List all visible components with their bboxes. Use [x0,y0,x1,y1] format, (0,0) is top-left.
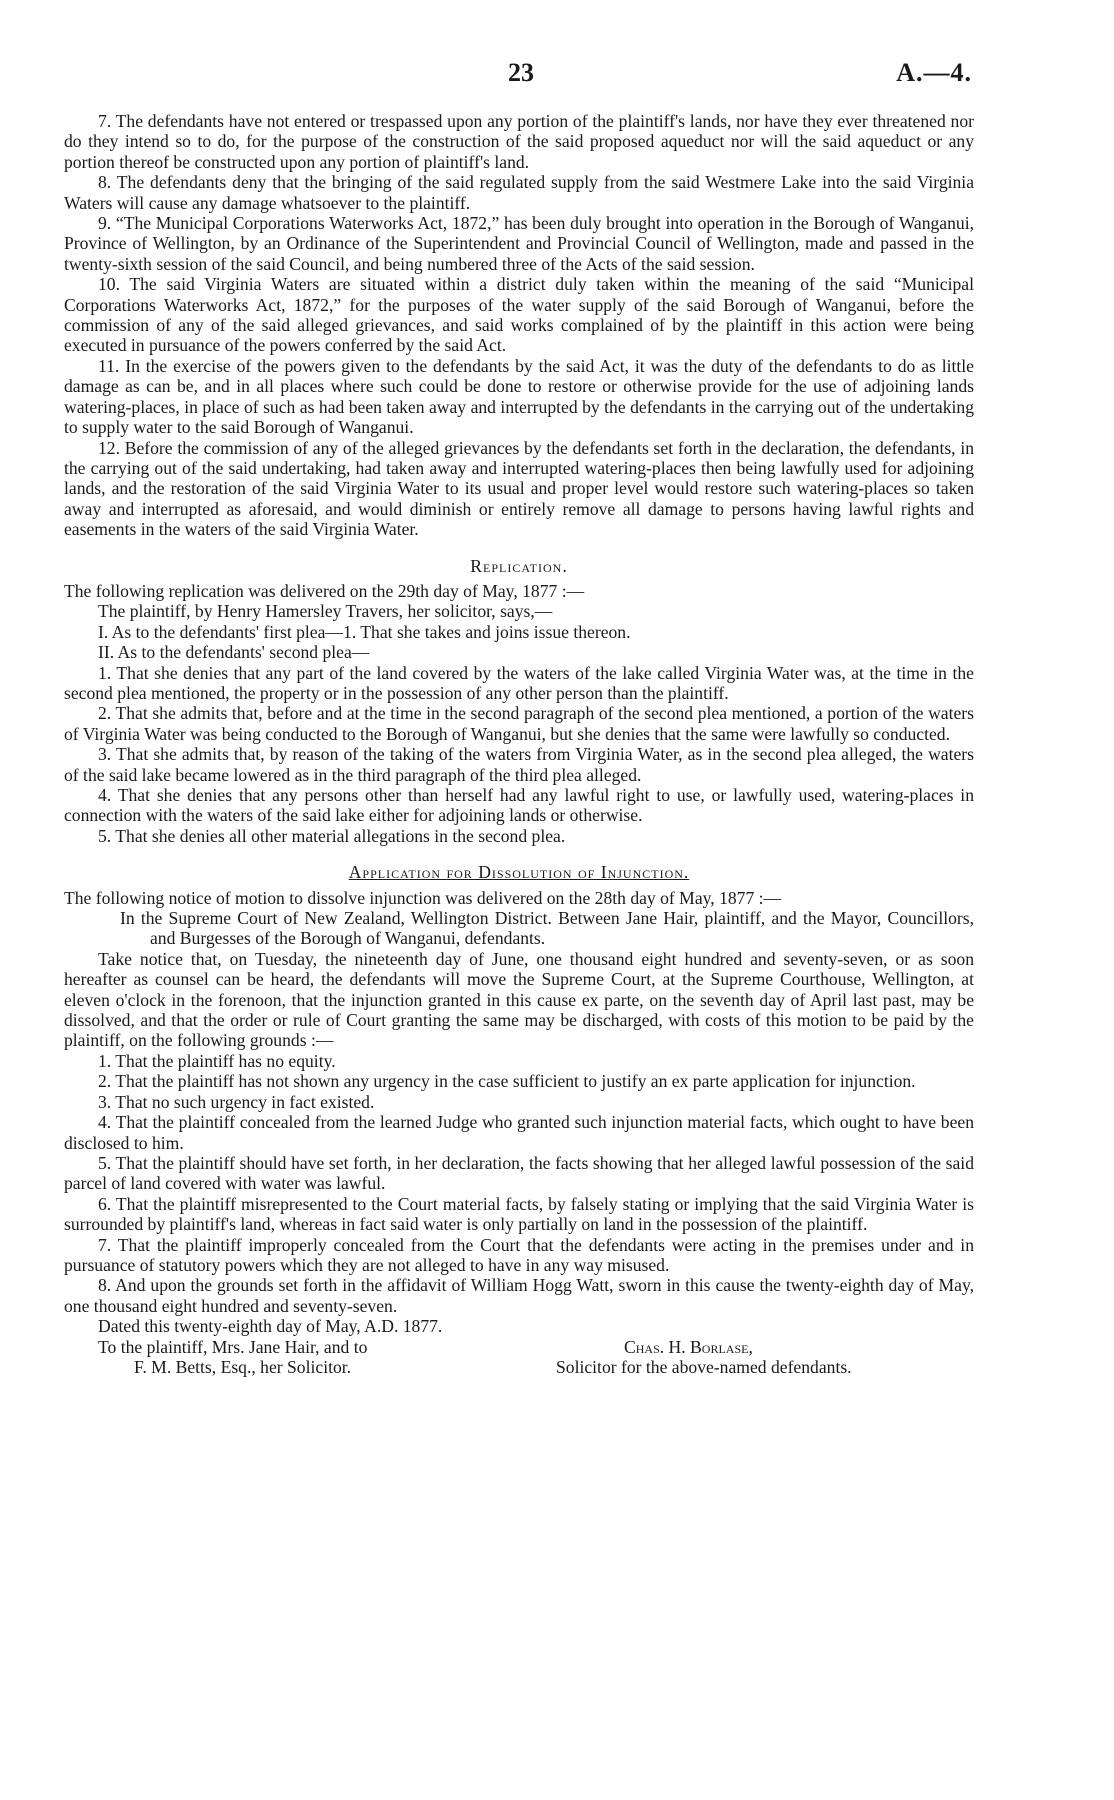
replication-line: II. As to the defendants' second plea— [98,642,370,663]
replication-line: 4. That she denies that any persons other than herself had any lawful right to use, or lawfully used, watering-places in connection with the waters of the said lake either for adjoining lands or otherwise. [64,785,974,826]
ground-item: 7. That the plaintiff improperly concealed from the Court that the defendants were acting in the premises under and in pursuance of statutory powers which they are not alleged to have in any way misused. [64,1234,974,1275]
replication-line: 3. That she admits that, by reason of the taking of the waters from Virginia Water, as in the second plea alleged, the waters of the said lake became lowered as in the third paragraph of the third plea alleged. [64,744,974,785]
dated-line: Dated this twenty-eighth day of May, A.D. 1877. [98,1316,443,1337]
signer-role: Solicitor for the above-named defendants. [556,1356,852,1377]
page-body [64,111,974,1379]
court-caption: In the Supreme Court of New Zealand, Wellington District. Between Jane Hair, plaintiff, and the Mayor, Councillors, and Burgesses of the Borough of Wanganui, defendants. [120,908,974,949]
page-number: 23 [508,58,534,87]
replication-line: The plaintiff, by Henry Hamersley Travers, her solicitor, says,— [98,601,553,622]
paragraph-10: 10. The said Virginia Waters are situated within a district duly taken within the meaning of the said “Municipal Corporations Waterworks Act, 1872,” for the purposes of the water supply of the said Borough of Wanganui, before the commission of any of the said alleged grievances, and said works complained of by the plaintiff in this action were being executed in pursuance of the powers conferred by the said Act. [64,274,974,356]
document-reference: A.—4. [896,58,972,87]
replication-line: 1. That she denies that any part of the land covered by the waters of the lake called Virginia Water was, at the time in the second plea mentioned, the property or in the possession of any other person than the plaintiff. [64,662,974,703]
paragraph-9: 9. “The Municipal Corporations Waterworks Act, 1872,” has been duly brought into operation in the Borough of Wanganui, Province of Wellington, by an Ordinance of the Superintendent and Provincial Council of Wellington, made and passed in the twenty-sixth session of the said Council, and being numbered three of the Acts of the said session. [64,213,974,274]
replication-line: 2. That she admits that, before and at the time in the second paragraph of the second plea mentioned, a portion of the waters of Virginia Water was being conducted to the Borough of Wanganui, but she denies that the same were lawfully so conducted. [64,703,974,744]
ground-item: 2. That the plaintiff has not shown any urgency in the case sufficient to justify an ex parte application for injunction. [98,1071,916,1092]
signature-block [64,1337,974,1379]
page-header [0,58,1114,88]
paragraph-7: 7. The defendants have not entered or trespassed upon any portion of the plaintiff's lands, nor have they ever threatened nor do they intend so to do, for the purpose of the construction of the said proposed aqueduct nor will the said aqueduct or any portion thereof be constructed upon any portion of plaintiff's land. [64,111,974,172]
application-heading-text: Application for Dissolution of Injunction. [348,862,690,883]
replication-intro: The following replication was delivered on the 29th day of May, 1877 :— [64,580,585,601]
paragraph-8: 8. The defendants deny that the bringing of the said regulated supply from the said Westmere Lake into the said Virginia Waters will cause any damage whatsoever to the plaintiff. [64,172,974,213]
ground-item: 4. That the plaintiff concealed from the learned Judge who granted such injunction material facts, which ought to have been disclosed to him. [64,1112,974,1153]
replication-line: 5. That she denies all other material allegations in the second plea. [98,825,566,846]
addressee-line-2: F. M. Betts, Esq., her Solicitor. [134,1356,352,1377]
paragraph-11: 11. In the exercise of the powers given to the defendants by the said Act, it was the duty of the defendants to do as little damage as can be, and in all places where such could be done to restore or otherwise provide for the use of adjoining lands watering-places, in place of such as had been taken away and interrupted by the defendants in the carrying out of the undertaking to supply water to the said Borough of Wanganui. [64,355,974,438]
ground-item: 5. That the plaintiff should have set forth, in her declaration, the facts showing that her alleged lawful possession of the said parcel of land covered with water was lawful. [64,1152,974,1194]
replication-line: I. As to the defendants' first plea—1. That she takes and joins issue thereon. [98,621,631,642]
ground-item: 1. That the plaintiff has no equity. [98,1050,336,1071]
addressee-line-1: To the plaintiff, Mrs. Jane Hair, and to [98,1336,368,1357]
ground-item: 3. That no such urgency in fact existed. [98,1091,375,1112]
ground-item: 6. That the plaintiff misrepresented to the Court material facts, by falsely stating or implying that the said Virginia Water is surrounded by plaintiff's land, whereas in fact said water is only partially on land in the possession of the plaintiff. [64,1193,974,1235]
application-intro: The following notice of motion to dissolve injunction was delivered on the 28th day of May, 1877 :— [64,887,782,908]
replication-heading: Replication. [470,555,568,576]
paragraph-12: 12. Before the commission of any of the alleged grievances by the defendants set forth in the declaration, the defendants, in the carrying out of the said undertaking, had taken away and interrupted watering-places then being lawfully used for adjoining lands, and the restoration of the said Virginia Water to its usual and proper level would restore such watering-places so taken away and interrupted as aforesaid, and would diminish or entirely remove all damage to persons having lawful rights and easements in the waters of the said Virginia Water. [64,437,974,540]
notice-of-motion: Take notice that, on Tuesday, the nineteenth day of June, one thousand eight hundred and seventy-seven, or as soon hereafter as counsel can be heard, the defendants will move the Supreme Court, at the Supreme Courthouse, Wellington, at eleven o'clock in the forenoon, that the injunction granted in this cause ex parte, on the seventh day of April last past, may be dissolved, and that the order or rule of Court granting the same may be discharged, with costs of this motion to be paid by the plaintiff, on the following grounds :— [64,948,974,1051]
application-heading [64,862,974,882]
signer-name: Chas. H. Borlase, [624,1336,753,1357]
ground-item: 8. And upon the grounds set forth in the affidavit of William Hogg Watt, sworn in this cause the twenty-eighth day of May, one thousand eight hundred and seventy-seven. [64,1275,974,1316]
